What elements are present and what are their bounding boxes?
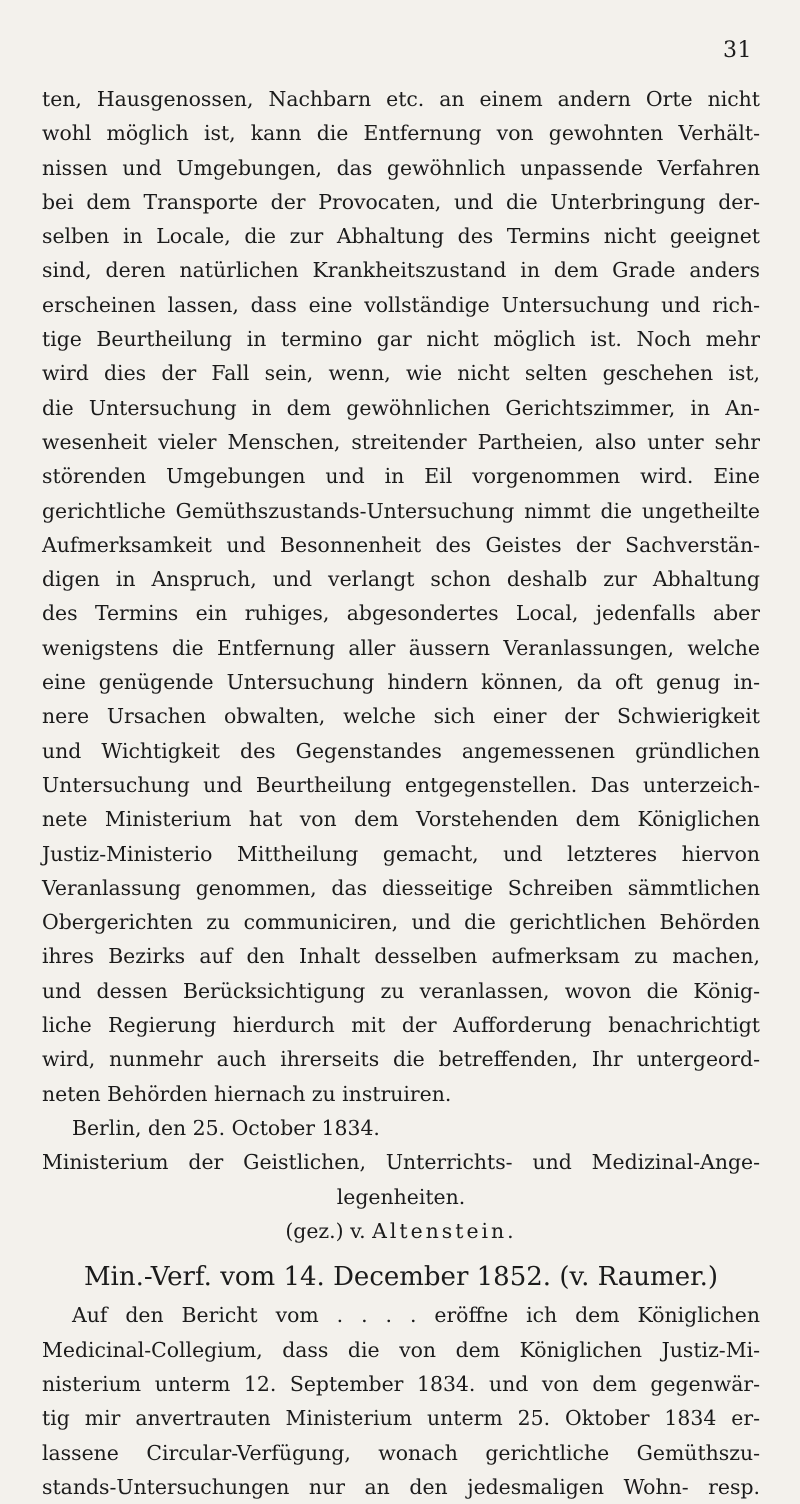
text-line: nissen und Umgebungen, das gewöhnlich unpassende Verfahren (42, 155, 760, 180)
signature-name: Altenstein. (372, 1218, 517, 1243)
text-line: wesenheit vieler Menschen, streitender Partheien, also unter sehr (42, 429, 760, 454)
text-line: nisterium unterm 12. September 1834. und von dem gegenwär- (42, 1371, 760, 1396)
text-line: digen in Anspruch, und verlangt schon deshalb zur Abhaltung (42, 567, 760, 592)
text-line: Justiz-Ministerio Mittheilung gemacht, und letzteres hiervon (42, 841, 760, 866)
paragraph-2 (42, 1298, 760, 1504)
text-line: und dessen Berücksichtigung zu veranlassen, wovon die König- (42, 978, 760, 1003)
signature-prefix: (gez.) v. (285, 1218, 366, 1243)
text-line: bei dem Transporte der Provocaten, und die Unterbringung der- (42, 189, 760, 214)
text-line: erscheinen lassen, dass eine vollständige Untersuchung und rich- (42, 292, 760, 317)
text-line: liche Regierung hierdurch mit der Aufforderung benachrichtigt (42, 1013, 760, 1038)
page-number: 31 (723, 38, 752, 63)
text-line: Untersuchung und Beurtheilung entgegenstellen. Das unterzeich- (42, 772, 760, 797)
text-line: selben in Locale, die zur Abhaltung des Termins nicht geeignet (42, 224, 760, 249)
text-line: ten, Hausgenossen, Nachbarn etc. an einem andern Orte nicht (42, 87, 760, 111)
text-line: stands-Untersuchungen nur an den jedesmaligen Wohn- resp. (42, 1474, 760, 1499)
text-line: nete Ministerium hat von dem Vorstehenden dem Königlichen (42, 807, 760, 832)
text-line: eine genügende Untersuchung hindern können, da oft genug in- (42, 670, 760, 695)
text-line: sind, deren natürlichen Krankheitszustand in dem Grade anders (42, 258, 760, 283)
text-line: Auf den Bericht vom . . . . eröffne ich dem Königlichen (72, 1303, 760, 1328)
text-line: tig mir anvertrauten Ministerium unterm 25. Oktober 1834 er- (42, 1406, 760, 1431)
body-text (42, 82, 760, 1504)
text-line: tige Beurtheilung in termino gar nicht möglich ist. Noch mehr (42, 327, 760, 352)
signature (42, 1214, 760, 1248)
text-line: wenigstens die Entfernung aller äussern Veranlassungen, welche (42, 635, 760, 660)
text-line: nere Ursachen obwalten, welche sich einer der Schwierigkeit (42, 704, 760, 729)
text-line: Aufmerksamkeit und Besonnenheit des Geistes der Sachverstän- (42, 532, 760, 557)
text-line: störenden Umgebungen und in Eil vorgenommen wird. Eine (42, 464, 760, 489)
ministry-line: Ministerium der Geistlichen, Unterrichts- und Medizinal-Ange- (42, 1150, 760, 1175)
ministry-line-continued: legenheiten. (336, 1184, 466, 1209)
date-line: Berlin, den 25. October 1834. (72, 1115, 380, 1140)
text-line: die Untersuchung in dem gewöhnlichen Gerichtszimmer, in An- (42, 395, 760, 420)
section-heading: Min.-Verf. vom 14. December 1852. (v. Raumer.) (83, 1262, 719, 1293)
text-line: Medicinal-Collegium, dass die von dem Königlichen Justiz-Mi- (42, 1337, 760, 1362)
text-line: Obergerichten zu communiciren, und die gerichtlichen Behörden (42, 910, 760, 935)
text-line: gerichtliche Gemüthszustands-Untersuchung nimmt die ungetheilte (42, 498, 760, 523)
text-line: lassene Circular-Verfügung, wonach gerichtliche Gemüthszu- (42, 1440, 760, 1465)
paragraph-1 (42, 82, 760, 1111)
text-line: neten Behörden hiernach zu instruiren. (42, 1081, 452, 1106)
text-line: des Termins ein ruhiges, abgesondertes Local, jedenfalls aber (42, 601, 760, 626)
text-line: wird, nunmehr auch ihrerseits die betreffenden, Ihr untergeord- (42, 1047, 760, 1072)
text-line: wohl möglich ist, kann die Entfernung von gewohnten Verhält- (42, 121, 760, 146)
text-line: wird dies der Fall sein, wenn, wie nicht selten geschehen ist, (42, 361, 760, 386)
text-line: und Wichtigkeit des Gegenstandes angemessenen gründlichen (42, 738, 760, 763)
text-line: Veranlassung genommen, das diesseitige Schreiben sämmtlichen (42, 875, 760, 900)
text-line: ihres Bezirks auf den Inhalt desselben aufmerksam zu machen, (42, 944, 760, 969)
